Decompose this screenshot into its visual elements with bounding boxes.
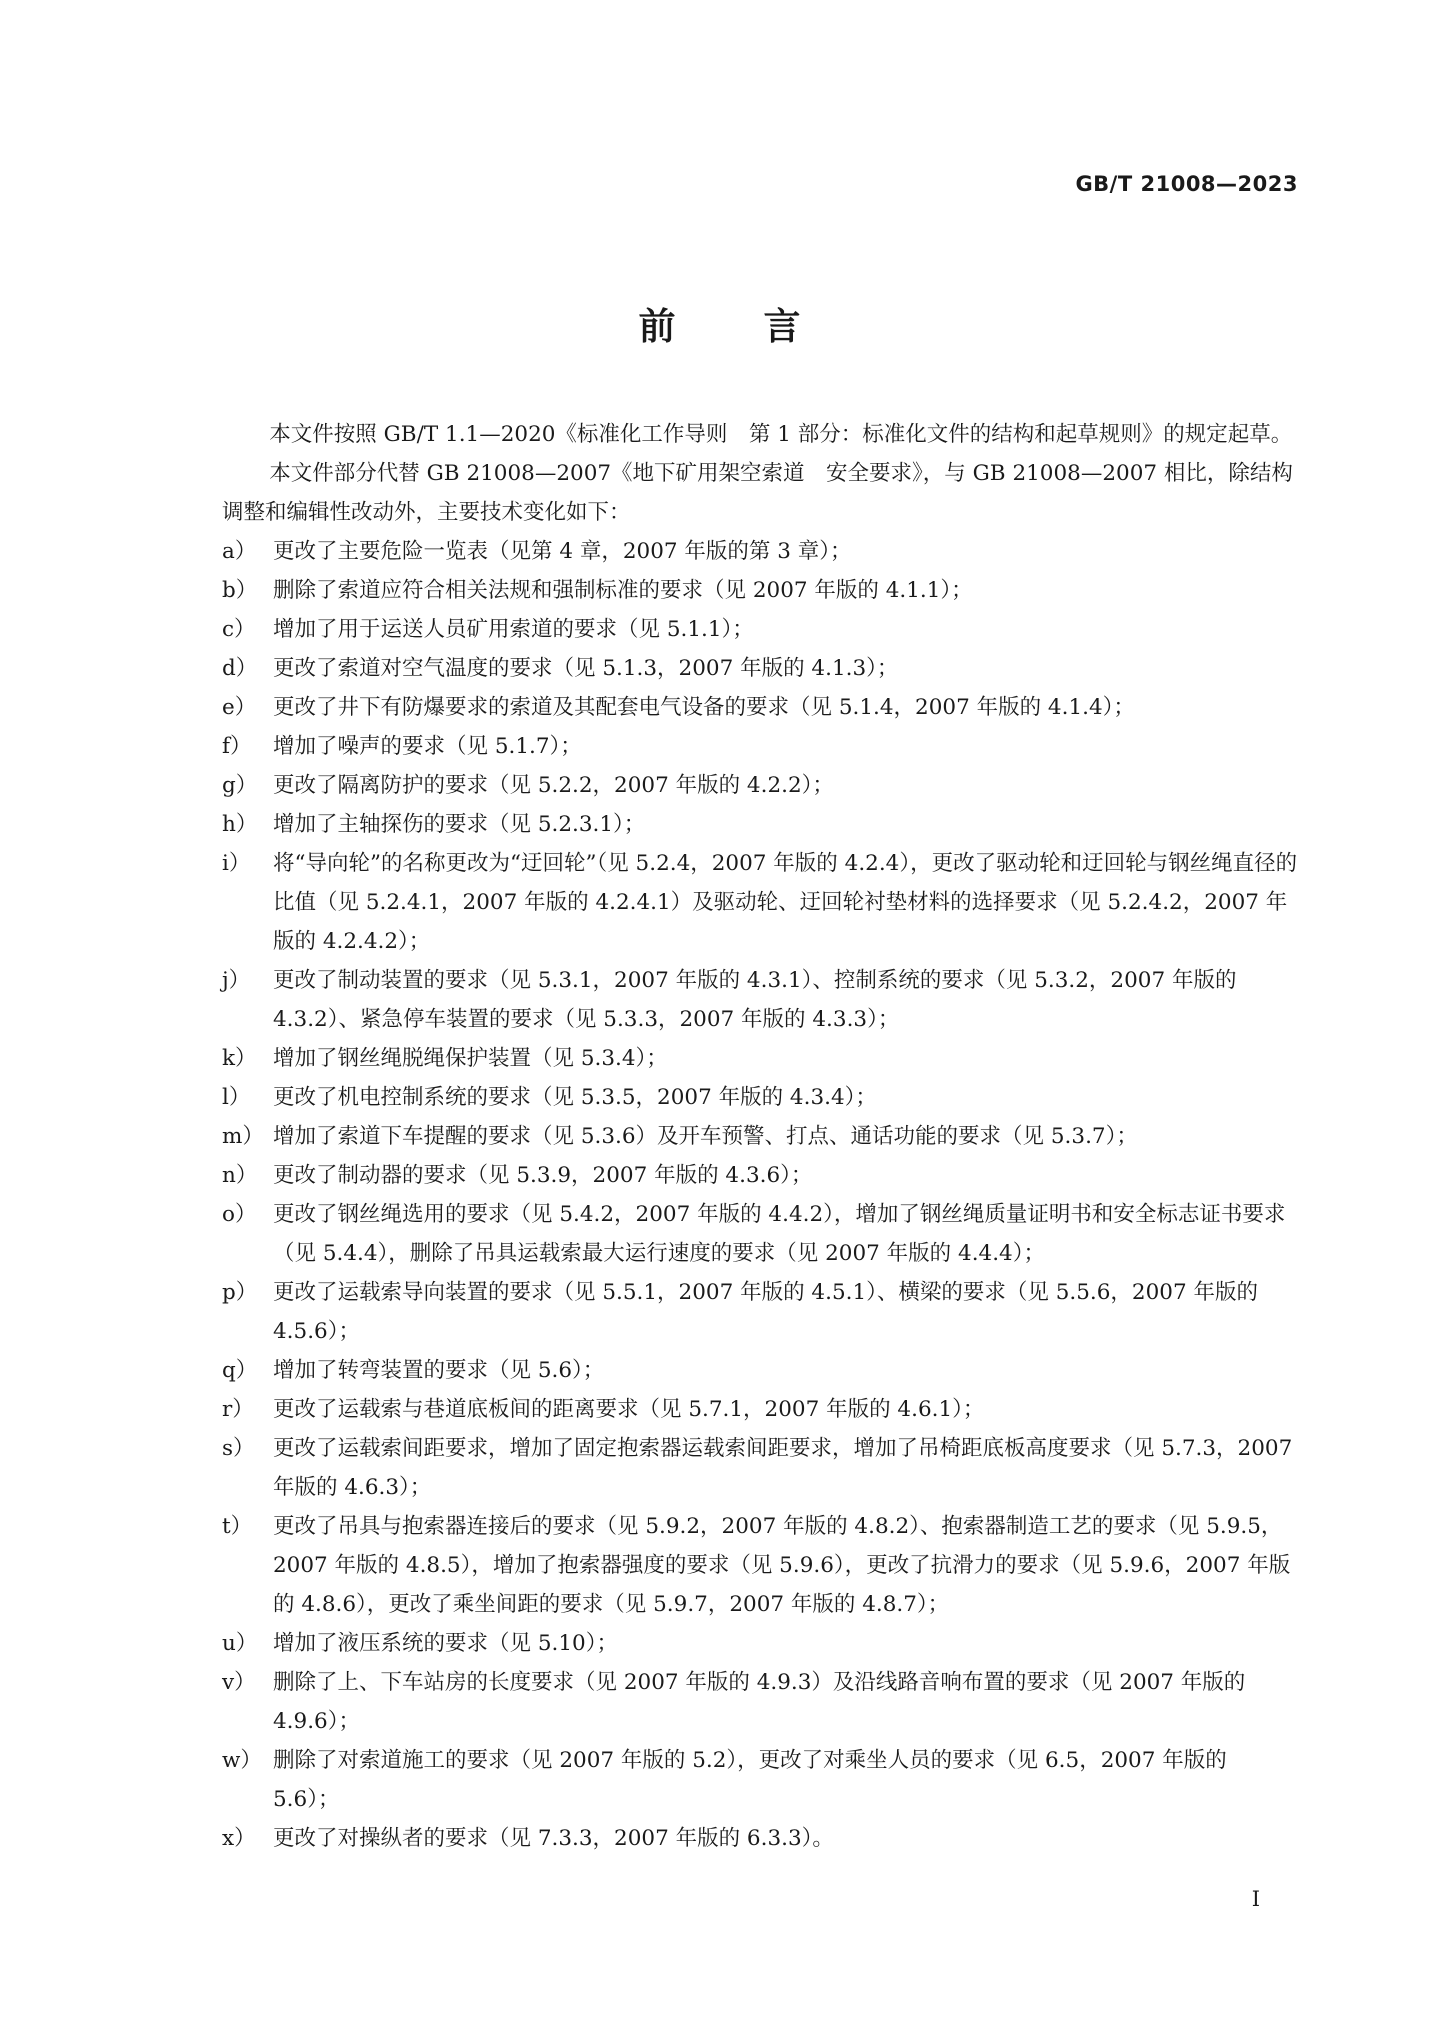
list-item [222, 1351, 1299, 1390]
list-item-text: 增加了液压系统的要求（见 5.10）； [273, 1631, 618, 1656]
list-item-marker: b） [222, 578, 258, 603]
list-item-marker: w） [222, 1748, 262, 1773]
list-item [222, 1117, 1299, 1156]
list-item-text: 更改了主要危险一览表（见第 4 章，2007 年版的第 3 章）； [273, 539, 852, 564]
list-item-text: 更改了制动器的要求（见 5.3.9，2007 年版的 4.3.6）； [273, 1163, 813, 1188]
list-item-marker: d） [222, 656, 258, 681]
list-item [222, 1156, 1299, 1195]
list-item-text: 增加了索道下车提醒的要求（见 5.3.6）及开车预警、打点、通话功能的要求（见 5.3.7）； [273, 1124, 1138, 1149]
list-item-text: 更改了机电控制系统的要求（见 5.3.5，2007 年版的 4.3.4）； [273, 1085, 877, 1110]
list-item [222, 1429, 1299, 1507]
list-item-marker: m） [222, 1124, 264, 1149]
list-item-text: 增加了用于运送人员矿用索道的要求（见 5.1.1）； [273, 617, 754, 642]
list-item [222, 1624, 1299, 1663]
list-item [222, 610, 1299, 649]
title-char-1: 前 [638, 304, 682, 348]
list-item-text: 将“导向轮”的名称更改为“迂回轮”（见 5.2.4，2007 年版的 4.2.4），更改了驱动轮和迂回轮与钢丝绳直径的比值（见 5.2.4.1，2007 年版的 4.2.4.1）及驱动轮、迂回轮衬垫材料的选择要求（见 5.2.4.2，2007 年版的 4.2.4.2）； [273, 851, 1298, 954]
list-item-marker: k） [222, 1046, 257, 1071]
list-item-marker: c） [222, 617, 256, 642]
list-item-marker: q） [222, 1358, 258, 1383]
list-item [222, 1390, 1299, 1429]
list-item-text: 更改了吊具与抱索器连接后的要求（见 5.9.2，2007 年版的 4.8.2）、抱索器制造工艺的要求（见 5.9.5，2007 年版的 4.8.5），增加了抱索器强度的要求（见 5.9.6），更改了抗滑力的要求（见 5.9.6，2007 年版的 4.8.6），更改了乘坐间距的要求（见 5.9.7，2007 年版的 4.8.7）； [273, 1514, 1291, 1617]
list-item [222, 1741, 1299, 1819]
list-item [222, 1078, 1299, 1117]
page-number: I [1251, 1887, 1260, 1911]
list-item [222, 571, 1299, 610]
list-item [222, 727, 1299, 766]
list-item-text: 更改了运载索导向装置的要求（见 5.5.1，2007 年版的 4.5.1）、横梁的要求（见 5.5.6，2007 年版的 4.5.6）； [273, 1280, 1258, 1344]
list-item-text: 更改了井下有防爆要求的索道及其配套电气设备的要求（见 5.1.4，2007 年版的 4.1.4）； [273, 695, 1135, 720]
standard-code: GB/T 21008—2023 [1075, 172, 1298, 196]
list-item [222, 1507, 1299, 1624]
list-item [222, 688, 1299, 727]
list-item-marker: o） [222, 1202, 257, 1227]
list-item [222, 1663, 1299, 1741]
title-char-2: 言 [763, 304, 807, 348]
list-item-marker: s） [222, 1436, 255, 1461]
list-item-text: 增加了噪声的要求（见 5.1.7）； [273, 734, 582, 759]
list-item-text: 更改了钢丝绳选用的要求（见 5.4.2，2007 年版的 4.4.2），增加了钢丝绳质量证明书和安全标志证书要求（见 5.4.4），删除了吊具运载索最大运行速度的要求（见 2007 年版的 4.4.4）； [273, 1202, 1286, 1266]
list-item [222, 1195, 1299, 1273]
page-title [0, 296, 1445, 350]
list-item-marker: n） [222, 1163, 258, 1188]
paragraph: 本文件按照 GB/T 1.1—2020《标准化工作导则 第 1 部分：标准化文件的结构和起草规则》的规定起草。 [269, 422, 1293, 447]
list-item [222, 1039, 1299, 1078]
list-item-marker: j） [222, 968, 251, 993]
list-item-text: 更改了对操纵者的要求（见 7.3.3，2007 年版的 6.3.3）。 [273, 1826, 834, 1851]
list-item [222, 766, 1299, 805]
list-item-text: 删除了索道应符合相关法规和强制标准的要求（见 2007 年版的 4.1.1）； [273, 578, 973, 603]
list-item-marker: g） [222, 773, 258, 798]
list-item-text: 删除了上、下车站房的长度要求（见 2007 年版的 4.9.3）及沿线路音响布置的要求（见 2007 年版的 4.9.6）； [273, 1670, 1246, 1734]
list-item [222, 844, 1299, 961]
list-item-marker: h） [222, 812, 258, 837]
list-item-text: 更改了制动装置的要求（见 5.3.1，2007 年版的 4.3.1）、控制系统的要求（见 5.3.2，2007 年版的 4.3.2）、紧急停车装置的要求（见 5.3.3，2007 年版的 4.3.3）； [273, 968, 1237, 1032]
list-item-marker: f） [222, 734, 252, 759]
list-item-text: 更改了运载索与巷道底板间的距离要求（见 5.7.1，2007 年版的 4.6.1）； [273, 1397, 985, 1422]
list-item-marker: r） [222, 1397, 254, 1422]
list-item-text: 增加了主轴探伤的要求（见 5.2.3.1）； [273, 812, 646, 837]
list-item [222, 1819, 1299, 1858]
list-item-marker: p） [222, 1280, 258, 1305]
list-item-marker: l） [222, 1085, 251, 1110]
list-item-text: 更改了隔离防护的要求（见 5.2.2，2007 年版的 4.2.2）； [273, 773, 834, 798]
list-item-text: 增加了钢丝绳脱绳保护装置（见 5.3.4）； [273, 1046, 668, 1071]
list-item-marker: u） [222, 1631, 258, 1656]
list-item [222, 649, 1299, 688]
list-item [222, 961, 1299, 1039]
list-item-marker: e） [222, 695, 257, 720]
list-item-marker: i） [222, 851, 251, 876]
list-item-marker: a） [222, 539, 257, 564]
list-item-text: 更改了索道对空气温度的要求（见 5.1.3，2007 年版的 4.1.3）； [273, 656, 899, 681]
paragraph: 本文件部分代替 GB 21008—2007《地下矿用架空索道 安全要求》，与 GB 21008—2007 相比，除结构调整和编辑性改动外，主要技术变化如下： [222, 461, 1293, 525]
list-item-text: 更改了运载索间距要求，增加了固定抱索器运载索间距要求，增加了吊椅距底板高度要求（见 5.7.3，2007 年版的 4.6.3）； [273, 1436, 1293, 1500]
list-item [222, 1273, 1299, 1351]
list-item-text: 增加了转弯装置的要求（见 5.6）； [273, 1358, 605, 1383]
list-item-marker: t） [222, 1514, 253, 1539]
foreword-body [222, 415, 1299, 1858]
list-item [222, 805, 1299, 844]
list-item-marker: x） [222, 1826, 256, 1851]
list-item [222, 532, 1299, 571]
list-item-marker: v） [222, 1670, 256, 1695]
list-item-text: 删除了对索道施工的要求（见 2007 年版的 5.2），更改了对乘坐人员的要求（见 6.5，2007 年版的 5.6）； [273, 1748, 1227, 1812]
change-list [222, 532, 1299, 1858]
